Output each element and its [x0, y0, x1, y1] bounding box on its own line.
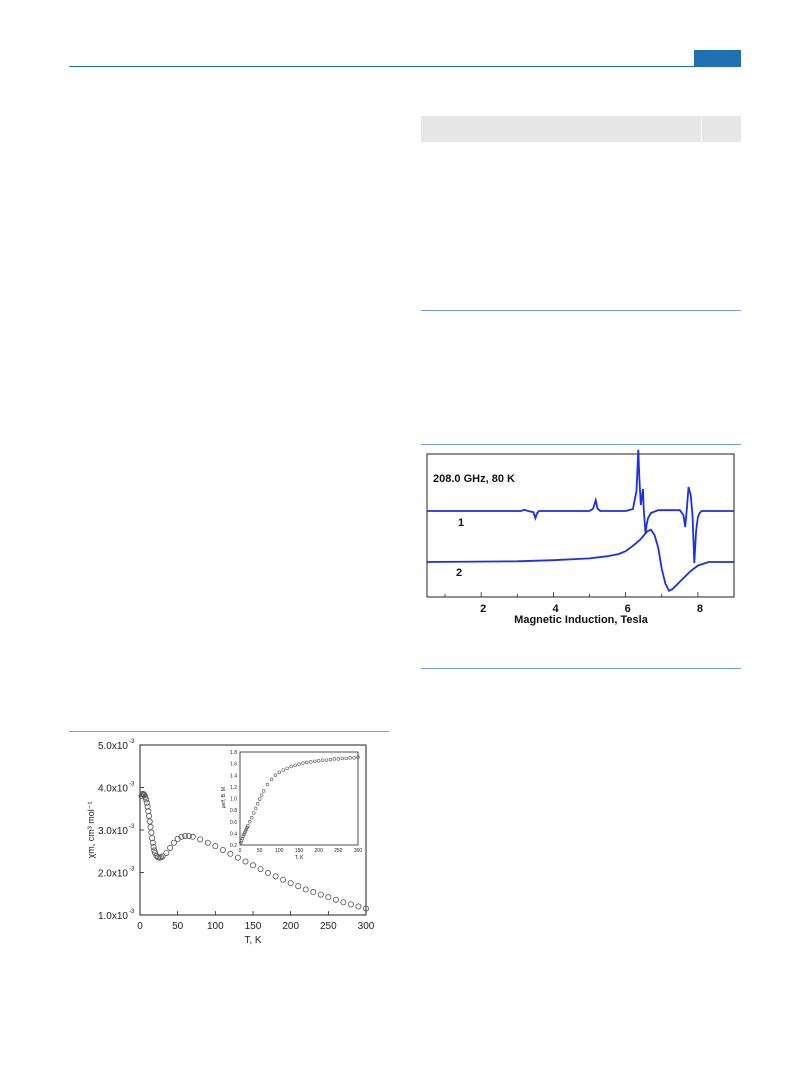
susceptibility-data-point: [303, 887, 308, 892]
x-tick-label: 250: [319, 921, 337, 932]
x-tick-label: 4: [552, 603, 559, 615]
epr-frequency-temperature-label: 208.0 GHz, 80 K: [433, 473, 515, 485]
susceptibility-data-point: [213, 844, 218, 849]
susceptibility-data-point: [258, 867, 263, 872]
inset-y-tick-label: 1.6: [230, 761, 237, 768]
table-header-band: [421, 116, 741, 142]
epr-tick-marks: [445, 592, 734, 597]
susceptibility-data-point: [326, 895, 331, 900]
susceptibility-data-point: [228, 851, 233, 856]
susceptibility-data-point: [243, 859, 248, 864]
inset-x-ticks: [239, 848, 363, 854]
y-tick-exponent: -3: [129, 781, 135, 788]
x-tick-label: 100: [206, 921, 224, 932]
trace-label-2: 2: [456, 567, 463, 579]
y-tick-label: 1.0x10: [97, 911, 128, 922]
inset-y-tick-label: 0.6: [230, 819, 237, 826]
inset-y-tick-label: 0.8: [230, 808, 237, 815]
x-tick-label: 300: [357, 921, 375, 932]
susceptibility-data-point: [281, 877, 286, 882]
x-tick-label: 50: [172, 921, 184, 932]
inset-y-tick-label: 1.4: [230, 773, 237, 780]
susceptibility-data-point: [147, 819, 152, 824]
susceptibility-data-point: [148, 824, 153, 829]
epr-x-axis-title: Magnetic Induction, Tesla: [514, 614, 648, 626]
susceptibility-data-point: [198, 837, 203, 842]
x-tick-label: 2: [480, 603, 487, 615]
inset-x-tick-label: 0: [238, 848, 242, 854]
susceptibility-data-point: [149, 830, 154, 835]
inset-x-tick-label: 150: [294, 848, 304, 854]
table-header-divider: [701, 116, 702, 142]
x-tick-label: 0: [137, 921, 143, 932]
inset-y-axis-title: μeff, B. M.: [221, 785, 227, 809]
y-tick-label: 4.0x10: [97, 783, 128, 795]
susceptibility-data-point: [220, 847, 225, 852]
y-tick-label: 5.0x10: [97, 741, 128, 752]
susceptibility-data-point: [250, 863, 255, 868]
inset-y-tick-label: 1.0: [230, 796, 237, 803]
y-tick-label: 3.0x10: [97, 826, 128, 837]
table-bottom-rule: [421, 310, 741, 311]
x-tick-label: 150: [244, 921, 262, 932]
epr-figure-bottom-rule: [421, 668, 741, 669]
inset-x-axis-title: T, K: [294, 855, 304, 861]
susceptibility-data-point: [205, 840, 210, 845]
inset-x-tick-label: 250: [334, 848, 343, 854]
inset-y-tick-label: 1.8: [230, 750, 237, 756]
susceptibility-data-point: [168, 845, 173, 850]
inset-x-tick-label: 300: [353, 848, 363, 854]
susceptibility-y-ticks: [98, 739, 135, 922]
y-tick-label: 2.0x10: [97, 868, 128, 880]
susceptibility-chart: [69, 735, 389, 970]
y-tick-exponent: -3: [129, 739, 135, 745]
inset-x-tick-label: 200: [314, 848, 323, 854]
susceptibility-x-ticks: [137, 921, 375, 932]
epr-trace-1: [427, 450, 734, 563]
susceptibility-figure-top-rule: [69, 731, 389, 732]
susceptibility-data-point: [273, 874, 278, 879]
susceptibility-y-axis-title: χm, cm³ mol⁻¹: [86, 801, 96, 859]
susceptibility-x-axis-title: T, K: [244, 935, 262, 946]
susceptibility-data-point: [288, 881, 293, 886]
susceptibility-data-point: [318, 892, 323, 897]
inset-x-tick-label: 50: [256, 848, 263, 854]
susceptibility-data-point: [235, 855, 240, 860]
susceptibility-data-point: [190, 834, 195, 839]
x-tick-label: 8: [696, 603, 703, 615]
susceptibility-data-point: [356, 904, 361, 909]
inset-x-tick-label: 100: [275, 848, 284, 854]
inset-plot-frame: [240, 752, 358, 845]
inset-y-tick-label: 0.2: [230, 843, 237, 849]
y-tick-exponent: -3: [129, 866, 135, 873]
epr-figure-top-rule: [421, 444, 741, 445]
x-tick-label: 200: [282, 921, 300, 932]
susceptibility-data-point: [186, 833, 191, 838]
susceptibility-data-point: [265, 870, 270, 875]
epr-spectrum-chart: [421, 448, 741, 630]
inset-y-tick-label: 1.2: [230, 784, 237, 791]
epr-trace-2: [427, 530, 734, 591]
susceptibility-data-point: [348, 902, 353, 907]
susceptibility-data-point: [333, 897, 338, 902]
y-tick-exponent: -3: [129, 824, 135, 830]
susceptibility-data-point: [164, 850, 169, 855]
inset-y-ticks: [230, 750, 237, 849]
susceptibility-data-point: [296, 884, 301, 889]
header-accent-tab: [694, 50, 741, 66]
susceptibility-data-point: [341, 900, 346, 905]
trace-label-1: 1: [458, 517, 465, 529]
inset-y-tick-label: 0.4: [230, 831, 237, 838]
header-rule: [69, 66, 741, 67]
x-tick-label: 6: [624, 603, 631, 615]
y-tick-exponent: -3: [129, 909, 135, 915]
susceptibility-data-point: [311, 889, 316, 894]
mueff-inset: [221, 750, 362, 861]
